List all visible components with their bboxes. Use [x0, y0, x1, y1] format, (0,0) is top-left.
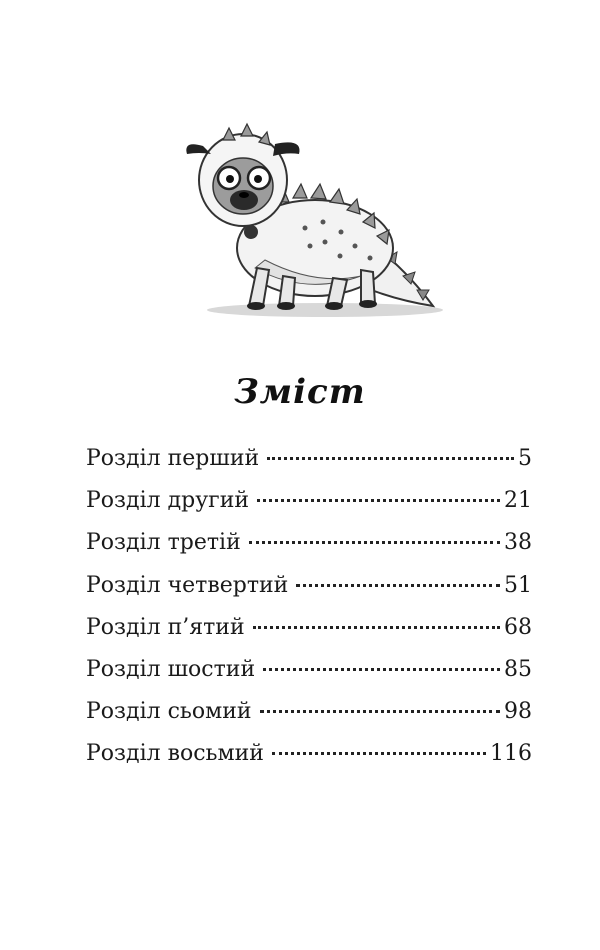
- toc-leader-dots: [263, 668, 500, 671]
- toc-entry-page: 68: [504, 614, 532, 640]
- toc-entry[interactable]: [86, 487, 532, 529]
- toc-entry[interactable]: [86, 698, 532, 740]
- toc-leader-dots: [272, 752, 486, 755]
- toc-entry-page: 85: [504, 656, 532, 682]
- toc-entry[interactable]: [86, 529, 532, 571]
- toc-entry-title: Розділ п’ятий: [86, 614, 245, 640]
- toc-entry-page: 21: [504, 488, 532, 514]
- toc-entry-title: Розділ четвертий: [86, 572, 289, 598]
- toc-entry[interactable]: [86, 614, 532, 656]
- toc-leader-dots: [253, 626, 500, 629]
- toc-entry-title: Розділ сьомий: [86, 699, 252, 725]
- toc-entry[interactable]: [86, 572, 532, 614]
- toc-leader-dots: [260, 710, 500, 713]
- toc-entry[interactable]: [86, 656, 532, 698]
- pug-in-dinosaur-costume-icon: [165, 118, 455, 328]
- toc-entry-page: 51: [504, 572, 532, 598]
- toc-leader-dots: [267, 457, 514, 460]
- toc-leader-dots: [257, 499, 500, 502]
- toc-entry-title: Розділ третій: [86, 530, 241, 556]
- toc-entry-title: Розділ перший: [86, 446, 260, 471]
- toc-entry-page: 116: [490, 741, 532, 767]
- toc-entry-title: Розділ шостий: [86, 656, 256, 682]
- toc-entry[interactable]: [86, 740, 532, 782]
- toc-entry-title: Розділ другий: [86, 488, 250, 514]
- toc-heading: Зміст: [234, 372, 366, 412]
- toc-entry-page: 98: [504, 699, 532, 725]
- toc-leader-dots: [249, 541, 500, 544]
- toc-entry-page: 5: [518, 446, 532, 471]
- toc-leader-dots: [296, 584, 500, 587]
- toc-entry-page: 38: [504, 530, 532, 556]
- toc-entry[interactable]: [86, 445, 532, 487]
- toc-entry-title: Розділ восьмий: [86, 741, 264, 767]
- toc-list: [86, 445, 532, 783]
